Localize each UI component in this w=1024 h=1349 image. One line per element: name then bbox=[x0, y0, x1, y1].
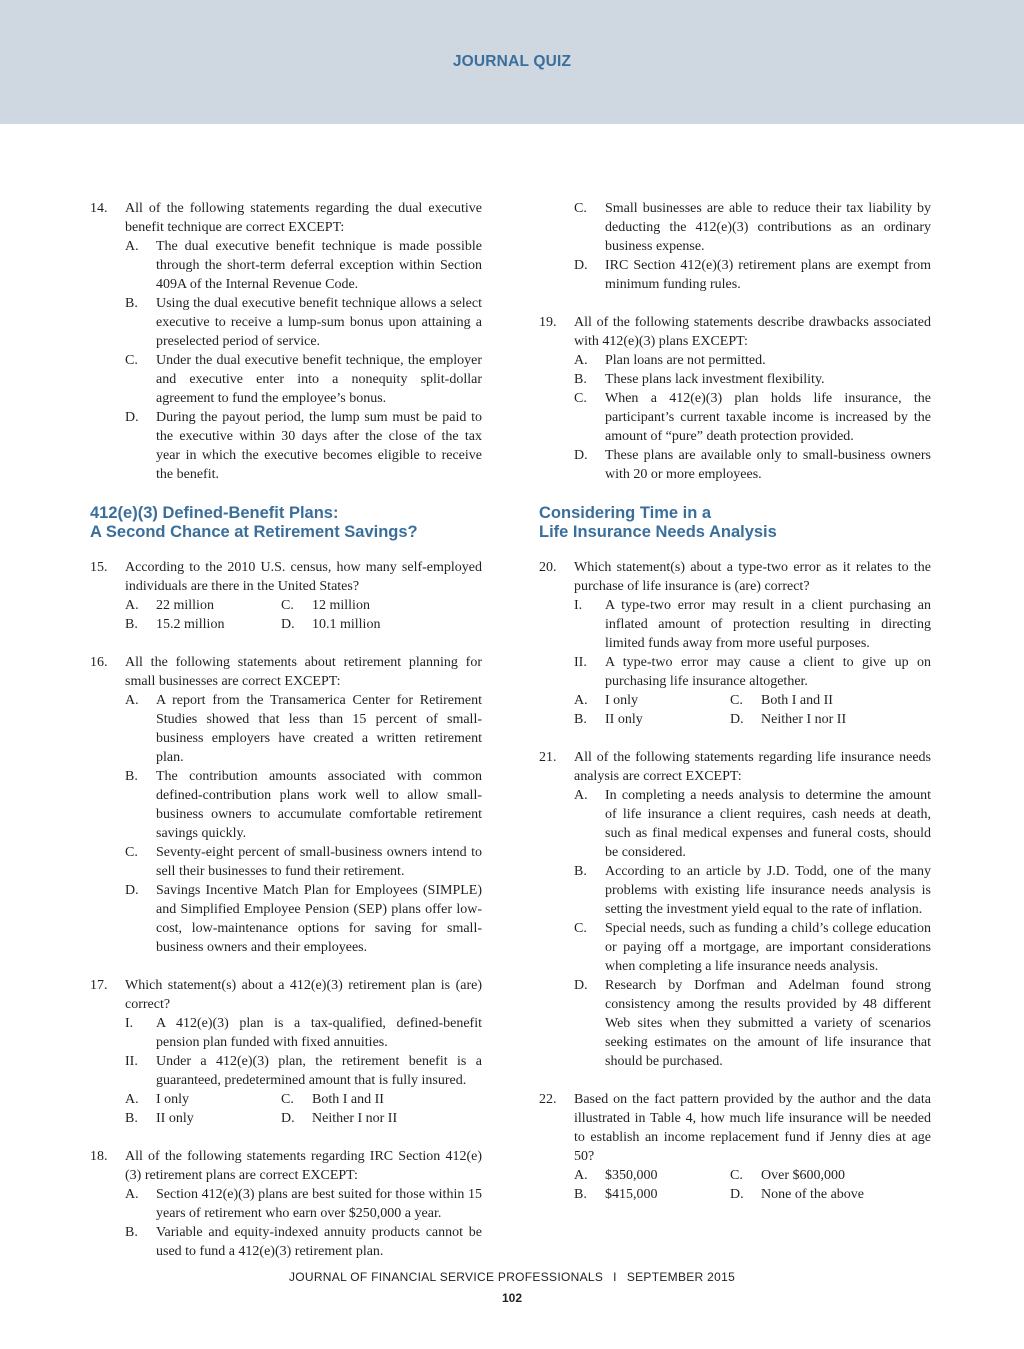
question-text: All of the following statements regarding IRC Section 412(e)(3) retirement plans are correct EXCEPT: bbox=[125, 1149, 482, 1183]
option-text: Both I and II bbox=[761, 693, 833, 708]
section-heading-line: A Second Chance at Retirement Savings? bbox=[90, 523, 418, 541]
option-letter: D. bbox=[281, 617, 295, 632]
statement-text: A type-two error may cause a client to give up on purchasing life insurance altogether. bbox=[605, 655, 931, 689]
option-letter: C. bbox=[574, 391, 587, 406]
statement-text: A 412(e)(3) plan is a tax-qualified, defined-benefit pension plan funded with fixed annuities. bbox=[156, 1016, 482, 1050]
option-letter: C. bbox=[281, 1092, 294, 1107]
option-a bbox=[125, 691, 482, 767]
option-text: During the payout period, the lump sum must be paid to the executive within 30 days after the close of the tax year in which the executive becomes eligible to receive the benefit. bbox=[156, 410, 482, 482]
option-d bbox=[281, 615, 481, 634]
question-text: Which statement(s) about a 412(e)(3) retirement plan is (are) correct? bbox=[125, 978, 482, 1012]
option-letter: B. bbox=[574, 864, 587, 879]
page-header-title: JOURNAL QUIZ bbox=[452, 53, 572, 70]
option-letter: C. bbox=[281, 598, 294, 613]
option-letter: B. bbox=[574, 372, 587, 387]
option-c bbox=[125, 843, 482, 881]
option-letter: A. bbox=[125, 1092, 139, 1107]
option-text: Neither I nor II bbox=[312, 1111, 398, 1126]
option-text: Research by Dorfman and Adelman found strong consistency among the results provided by 48 different Web sites when they submitted a variety of scenarios seeking estimates on the amount of life insurance that should be purchased. bbox=[605, 978, 931, 1069]
option-letter: D. bbox=[730, 712, 744, 727]
option-text: In completing a needs analysis to determine the amount of life insurance a client requires, cash needs at death, such as final medical expenses and funeral costs, should be considered. bbox=[605, 788, 931, 860]
option-letter: D. bbox=[281, 1111, 295, 1126]
option-text: Both I and II bbox=[312, 1092, 384, 1107]
question-15-options bbox=[90, 596, 482, 634]
option-letter: D. bbox=[574, 448, 588, 463]
option-letter: B. bbox=[574, 712, 587, 727]
question-number: 15. bbox=[90, 560, 108, 575]
option-letter: B. bbox=[125, 1225, 138, 1240]
option-c bbox=[574, 199, 931, 256]
option-a bbox=[125, 237, 482, 294]
option-c bbox=[574, 919, 931, 976]
option-text: IRC Section 412(e)(3) retirement plans are exempt from minimum funding rules. bbox=[605, 258, 931, 292]
option-row bbox=[574, 1185, 931, 1204]
option-a bbox=[125, 1090, 281, 1109]
option-letter: A. bbox=[574, 1168, 588, 1183]
left-column bbox=[90, 199, 482, 1261]
section-heading-time-needs-analysis bbox=[539, 504, 931, 542]
option-text: II only bbox=[605, 712, 643, 727]
option-b bbox=[574, 710, 730, 729]
option-letter: B. bbox=[125, 1111, 138, 1126]
option-b bbox=[574, 370, 931, 389]
question-number: 21. bbox=[539, 750, 557, 765]
statement-i bbox=[125, 1014, 482, 1052]
question-14 bbox=[90, 199, 482, 237]
question-21-options bbox=[539, 786, 931, 1071]
section-heading-line: 412(e)(3) Defined-Benefit Plans: bbox=[90, 504, 339, 522]
option-row bbox=[574, 1166, 931, 1185]
option-text: Section 412(e)(3) plans are best suited for those within 15 years of retirement who earn over $250,000 a year. bbox=[156, 1187, 482, 1221]
question-22-options bbox=[539, 1166, 931, 1204]
option-row bbox=[125, 596, 482, 615]
question-14-options bbox=[90, 237, 482, 484]
option-b bbox=[125, 615, 281, 634]
option-b bbox=[125, 294, 482, 351]
question-22 bbox=[539, 1090, 931, 1166]
option-text: When a 412(e)(3) plan holds life insurance, the participant’s current taxable income is increased by the amount of “pure” death protection provided. bbox=[605, 391, 931, 444]
option-letter: A. bbox=[125, 239, 139, 254]
option-text: Using the dual executive benefit technique allows a select executive to receive a lump-sum bonus upon attaining a preselected period of service. bbox=[156, 296, 482, 349]
section-heading-412e3 bbox=[90, 504, 482, 542]
option-text: Under the dual executive benefit technique, the employer and executive enter into a nonequity split-dollar agreement to fund the employee’s bonus. bbox=[156, 353, 482, 406]
option-row bbox=[574, 691, 931, 710]
option-text: $350,000 bbox=[605, 1168, 658, 1183]
option-a bbox=[574, 786, 931, 862]
option-c bbox=[574, 389, 931, 446]
option-text: None of the above bbox=[761, 1187, 865, 1202]
option-a bbox=[574, 691, 730, 710]
option-text: Over $600,000 bbox=[761, 1168, 845, 1183]
option-text: According to an article by J.D. Todd, one of the many problems with existing life insurance needs analysis is setting the investment yield equal to the rate of inflation. bbox=[605, 864, 931, 917]
question-20-options bbox=[539, 596, 931, 729]
statement-text: Under a 412(e)(3) plan, the retirement benefit is a guaranteed, predetermined amount that is fully insured. bbox=[156, 1054, 482, 1088]
question-number: 20. bbox=[539, 560, 557, 575]
option-text: Neither I nor II bbox=[761, 712, 847, 727]
option-a bbox=[574, 1166, 730, 1185]
statement-text: A type-two error may result in a client purchasing an inflated amount of protection resulting in directing limited funds away from more useful purposes. bbox=[605, 598, 931, 651]
question-number: 17. bbox=[90, 978, 108, 993]
question-15 bbox=[90, 558, 482, 596]
option-letter: B. bbox=[574, 1187, 587, 1202]
option-text: 10.1 million bbox=[312, 617, 381, 632]
option-c bbox=[125, 351, 482, 408]
option-row bbox=[574, 710, 931, 729]
option-d bbox=[574, 256, 931, 294]
option-letter: B. bbox=[125, 296, 138, 311]
question-number: 16. bbox=[90, 655, 108, 670]
option-letter: D. bbox=[730, 1187, 744, 1202]
question-number: 18. bbox=[90, 1149, 108, 1164]
option-letter: C. bbox=[125, 845, 138, 860]
option-text: Seventy-eight percent of small-business owners intend to sell their businesses to fund their retirement. bbox=[156, 845, 482, 879]
option-text: 15.2 million bbox=[156, 617, 225, 632]
statement-numeral: II. bbox=[574, 655, 587, 670]
option-letter: A. bbox=[125, 693, 139, 708]
option-c bbox=[281, 1090, 481, 1109]
question-19 bbox=[539, 313, 931, 351]
option-letter: B. bbox=[125, 617, 138, 632]
option-text: Savings Incentive Match Plan for Employees (SIMPLE) and Simplified Employee Pension (SEP) plans offer low-cost, low-maintenance options for saving for small-business owners and their employees. bbox=[156, 883, 482, 955]
issue-date: SEPTEMBER 2015 bbox=[626, 1270, 736, 1284]
option-c bbox=[730, 691, 930, 710]
option-a bbox=[125, 1185, 482, 1223]
option-text: The contribution amounts associated with common defined-contribution plans work well to allow small-business owners to accumulate comfortable retirement savings quickly. bbox=[156, 769, 482, 841]
question-text: All of the following statements regarding life insurance needs analysis are correct EXCEPT: bbox=[574, 750, 931, 784]
option-d bbox=[574, 446, 931, 484]
question-19-options bbox=[539, 351, 931, 484]
option-c bbox=[730, 1166, 930, 1185]
option-text: 12 million bbox=[312, 598, 370, 613]
page-number: 102 bbox=[501, 1291, 523, 1305]
option-letter: C. bbox=[125, 353, 138, 368]
option-text: Plan loans are not permitted. bbox=[605, 353, 766, 368]
option-row bbox=[125, 615, 482, 634]
option-letter: D. bbox=[574, 258, 588, 273]
option-letter: A. bbox=[125, 598, 139, 613]
question-18-options bbox=[90, 1185, 482, 1261]
statement-ii bbox=[574, 653, 931, 691]
footer-separator: I bbox=[613, 1270, 617, 1284]
question-17-options bbox=[90, 1014, 482, 1128]
statement-numeral: I. bbox=[125, 1016, 134, 1031]
option-b bbox=[574, 862, 931, 919]
option-text: Variable and equity-indexed annuity products cannot be used to fund a 412(e)(3) retirement plan. bbox=[156, 1225, 482, 1259]
option-text: Special needs, such as funding a child’s college education or paying off a mortgage, are important considerations when completing a life insurance needs analysis. bbox=[605, 921, 931, 974]
option-d bbox=[281, 1109, 481, 1128]
option-letter: C. bbox=[730, 693, 743, 708]
question-number: 14. bbox=[90, 201, 108, 216]
option-text: II only bbox=[156, 1111, 194, 1126]
question-17 bbox=[90, 976, 482, 1014]
option-text: I only bbox=[605, 693, 639, 708]
header-banner bbox=[0, 0, 1024, 124]
option-letter: A. bbox=[574, 353, 588, 368]
option-b bbox=[125, 767, 482, 843]
question-18-options-continued bbox=[539, 199, 931, 294]
option-text: The dual executive benefit technique is made possible through the short-term deferral exception within Section 409A of the Internal Revenue Code. bbox=[156, 239, 482, 292]
question-21 bbox=[539, 748, 931, 786]
option-letter: A. bbox=[574, 693, 588, 708]
option-d bbox=[730, 710, 930, 729]
option-b bbox=[574, 1185, 730, 1204]
question-16 bbox=[90, 653, 482, 691]
option-a bbox=[125, 596, 281, 615]
option-letter: C. bbox=[574, 921, 587, 936]
option-letter: C. bbox=[574, 201, 587, 216]
option-letter: D. bbox=[125, 883, 139, 898]
option-letter: A. bbox=[574, 788, 588, 803]
question-text: According to the 2010 U.S. census, how many self-employed individuals are there in the United States? bbox=[125, 560, 482, 594]
section-heading-line: Considering Time in a bbox=[539, 504, 712, 522]
option-text: A report from the Transamerica Center for Retirement Studies showed that less than 15 percent of small-business employers have created a written retirement plan. bbox=[156, 693, 482, 765]
statement-ii bbox=[125, 1052, 482, 1090]
option-text: I only bbox=[156, 1092, 190, 1107]
question-number: 19. bbox=[539, 315, 557, 330]
question-18 bbox=[90, 1147, 482, 1185]
option-letter: B. bbox=[125, 769, 138, 784]
question-text: All of the following statements regarding the dual executive benefit technique are correct EXCEPT: bbox=[125, 201, 482, 235]
option-a bbox=[574, 351, 931, 370]
option-text: These plans lack investment flexibility. bbox=[605, 372, 825, 387]
option-letter: C. bbox=[730, 1168, 743, 1183]
option-d bbox=[125, 881, 482, 957]
option-text: Small businesses are able to reduce their tax liability by deducting the 412(e)(3) contributions as an ordinary business expense. bbox=[605, 201, 931, 254]
question-number: 22. bbox=[539, 1092, 557, 1107]
question-20 bbox=[539, 558, 931, 596]
right-column bbox=[539, 199, 931, 1204]
option-letter: A. bbox=[125, 1187, 139, 1202]
option-text: These plans are available only to small-business owners with 20 or more employees. bbox=[605, 448, 931, 482]
option-c bbox=[281, 596, 481, 615]
page-footer bbox=[0, 1270, 1024, 1284]
question-text: All the following statements about retirement planning for small businesses are correct EXCEPT: bbox=[125, 655, 482, 689]
question-text: All of the following statements describe drawbacks associated with 412(e)(3) plans EXCEPT: bbox=[574, 315, 931, 349]
option-row bbox=[125, 1109, 482, 1128]
option-b bbox=[125, 1223, 482, 1261]
option-d bbox=[730, 1185, 930, 1204]
statement-numeral: II. bbox=[125, 1054, 138, 1069]
option-b bbox=[125, 1109, 281, 1128]
journal-name: JOURNAL OF FINANCIAL SERVICE PROFESSIONALS bbox=[288, 1270, 604, 1284]
option-text: 22 million bbox=[156, 598, 214, 613]
statement-i bbox=[574, 596, 931, 653]
option-letter: D. bbox=[574, 978, 588, 993]
question-text: Based on the fact pattern provided by the author and the data illustrated in Table 4, how much life insurance will be needed to establish an income replacement fund if Jenny dies at age 50? bbox=[574, 1092, 931, 1164]
option-letter: D. bbox=[125, 410, 139, 425]
statement-numeral: I. bbox=[574, 598, 583, 613]
option-d bbox=[125, 408, 482, 484]
option-row bbox=[125, 1090, 482, 1109]
question-16-options bbox=[90, 691, 482, 957]
question-text: Which statement(s) about a type-two error as it relates to the purchase of life insurance is (are) correct? bbox=[574, 560, 931, 594]
section-heading-line: Life Insurance Needs Analysis bbox=[539, 523, 777, 541]
option-d bbox=[574, 976, 931, 1071]
option-text: $415,000 bbox=[605, 1187, 658, 1202]
